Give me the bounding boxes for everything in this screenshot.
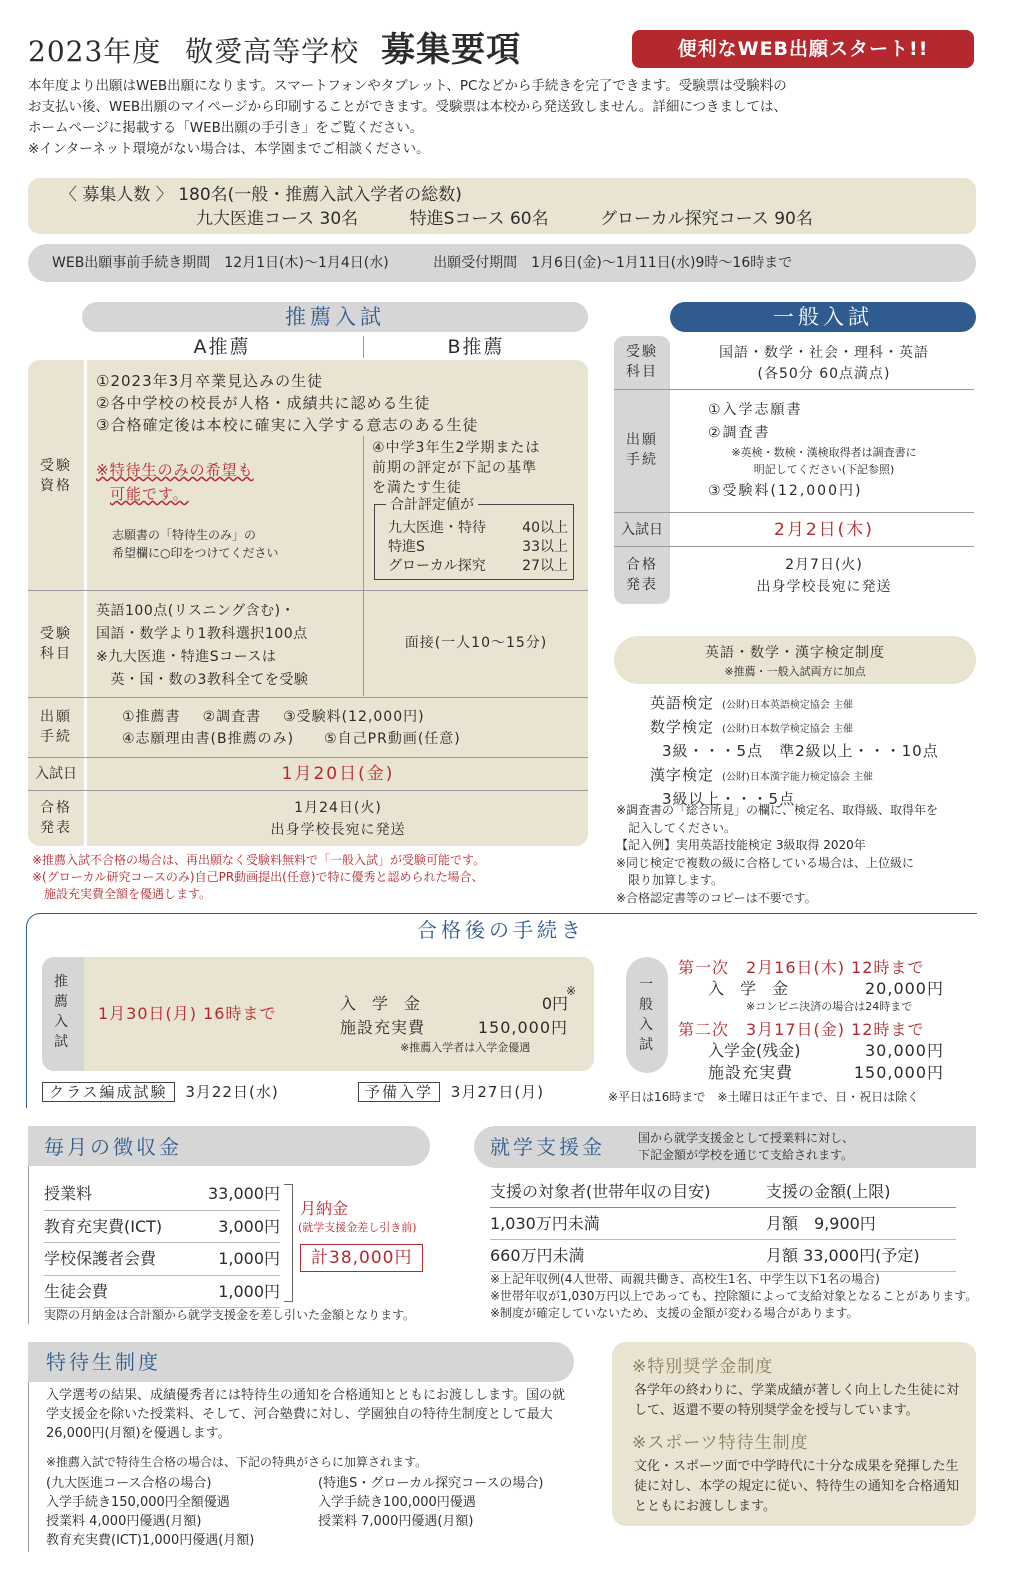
ippan-row-kamoku: 受験 科目 bbox=[626, 344, 658, 380]
shien-table: 支援の対象者(世帯年収の目安) 支援の金額(上限) 1,030万円未満 月額 9,900円 660万円未満 月額 33,000円(予定) bbox=[490, 1176, 956, 1272]
ippan-date: 2月2日(木) bbox=[774, 520, 874, 540]
criteria-row: 九大医進・特待 40以上 bbox=[388, 520, 568, 536]
cond-2: ②各中学校の校長が人格・成績共に認める生徒 bbox=[96, 394, 431, 412]
col-b-header: B推薦 bbox=[447, 336, 505, 358]
tokutai-note: ※推薦入試で特待生合格の場合は、下記の特典がさらに加算されます。 bbox=[46, 1455, 428, 1469]
title-year: 2023年度 bbox=[28, 35, 162, 68]
after-title: 合格後の手続き bbox=[417, 918, 585, 942]
tokutai-right: (特進S・グローカル探究コースの場合) 入学手続き100,000円優遇 授業料 7,000円優遇(月額) bbox=[318, 1476, 544, 1529]
ippan-tetsuzuki-2: ②調査書 bbox=[708, 425, 771, 441]
sum-total: 計38,000円 bbox=[300, 1244, 423, 1272]
row-label-shikaku: 受験 資格 bbox=[40, 458, 72, 494]
kentei-title: 英語・数学・漢字検定制度 bbox=[705, 645, 885, 661]
criteria-row: グローカル探究 27以上 bbox=[388, 558, 568, 574]
suisen-result: 1月24日(火) 出身学校長宛に発送 bbox=[270, 800, 406, 838]
period-accept: 出願受付期間 1月6日(金)〜1月11日(水)9時〜16時まで bbox=[433, 255, 793, 271]
b-kamoku: 面接(一人10〜15分) bbox=[404, 635, 548, 651]
intro-line: ※インターネット環境がない場合は、本学園までご相談ください。 bbox=[28, 141, 430, 157]
a-kamoku: 英語100点(リスニング含む)・ 国語・数学より1教科選択100点 ※九大医進・特進Sコースは 英・国・数の3教科全てを受験 bbox=[96, 603, 309, 688]
suisen-tetsuzuki: ①推薦書 ②調査書 ③受験料(12,000円) ④志願理由書(B推薦のみ) ⑤自己PR動画(任意) bbox=[122, 709, 461, 747]
tokutai-note-2: 可能です。 bbox=[110, 485, 189, 503]
period-pre: WEB出願事前手続き期間 12月1日(木)〜1月4日(水) bbox=[52, 255, 389, 271]
monthly-items: 授業料 33,000円 教育充実費(ICT) 3,000円 学校保護者会費 1,000円 生徒会費 1,000円 bbox=[44, 1178, 280, 1308]
intro-text bbox=[28, 76, 1008, 160]
suisen-date: 1月20日(金) bbox=[281, 764, 395, 784]
capacity-line1 bbox=[60, 184, 462, 206]
monthly-note: 実際の月納金は合計額から就学支援金を差し引いた金額となります。 bbox=[44, 1308, 416, 1322]
ippan-kamoku: 国語・数学・社会・理科・英語 (各50分 60点満点) bbox=[719, 345, 929, 382]
tokutai-small: 志願書の「特待生のみ」の 希望欄に○印をつけてください bbox=[112, 528, 279, 560]
class-test: クラス編成試験 3月22日(水) bbox=[42, 1081, 279, 1103]
after-suisen-fees: 入 学 金 0円 施設充実費 150,000円 bbox=[340, 994, 568, 1037]
suisen-header bbox=[82, 302, 588, 332]
suisen-conditions bbox=[96, 370, 478, 436]
tokutai-body: 入学選考の結果、成績優秀者には特待生の通知を合格通知とともにお渡しします。国の就学支援金を除いた授業料、そして、河合塾費に対し、学園独自の特待生制度として最大26,000円(月額)を優遇します。 bbox=[46, 1388, 565, 1441]
web-badge-text: 便利なWEB出願スタート!! bbox=[677, 38, 929, 60]
b-condition: ④中学3年生2学期または 前期の評定が下記の基準 を満たす生徒 bbox=[372, 440, 541, 496]
tokutai-frame bbox=[28, 1382, 29, 1552]
sum-label: 月納金 bbox=[300, 1199, 349, 1218]
ippan-tetsuzuki-1: ①入学志願書 bbox=[708, 402, 803, 418]
title-main: 募集要項 bbox=[381, 30, 522, 70]
suisen-notes: ※推薦入試不合格の場合は、再出願なく受験料無料で「一般入試」が受験可能です。 ※(グローカル研究コースのみ)自己PR動画提出(任意)で特に優秀と認められた場合、 施設充実費全額を優遇します。 bbox=[32, 853, 486, 901]
sum-sub: (就学支援金差し引き前) bbox=[298, 1221, 417, 1234]
title-school: 敬愛高等学校 bbox=[185, 35, 360, 68]
tokutai-left: (九大医進コース合格の場合) 入学手続き150,000円全額優遇 授業料 4,000円優遇(月額) 教育充実費(ICT)1,000円優遇(月額) bbox=[46, 1476, 255, 1548]
web-badge bbox=[632, 30, 974, 68]
after-bottom-note: ※平日は16時まで ※土曜日は正午まで、日・祝日は除く bbox=[608, 1090, 920, 1104]
kentei-notes: ※調査書の「総合所見」の欄に、検定名、取得級、取得年を 記入してください。 【記入例】実用英語技能検定 3級取得 2020年 ※同じ検定で複数の級に合格している場合は、上位級に 限り加算します。 ※合格認定書等のコピーは不要です。 bbox=[616, 803, 939, 905]
kentei-list: 英語検定 (公財)日本英語検定協会 主催 数学検定 (公財)日本数学検定協会 主催 3級・・・5点 準2級以上・・・10点 漢字検定 (公財)日本漢字能力検定協会 主催 3級以上・・・5点 bbox=[650, 694, 939, 808]
shien-title: 就学支援金 bbox=[490, 1135, 605, 1159]
capacity-courses bbox=[196, 208, 813, 230]
intro-line: ホームページに掲載する「WEB出願の手引き」をご覧ください。 bbox=[28, 120, 424, 136]
intro-line: お支払い後、WEB出願のマイページから印刷することができます。受験票は本校から発送致しません。詳細につきましては、 bbox=[28, 99, 788, 115]
ippan-row-result: 合格 発表 bbox=[626, 557, 658, 593]
shien-notes: ※上記年収例(4人世帯、両親共働き、高校生1名、中学生以下1名の場合) ※世帯年収が1,030万円以上であっても、控除額によって支給対象となることがあります。 ※制度が確定していないため、支援の金額が変わる場合があります。 bbox=[490, 1272, 978, 1320]
after-asterisk: ※ bbox=[566, 984, 577, 998]
capacity-total: 180名(一般・推薦入試入学者の総数) bbox=[178, 185, 462, 205]
criteria-row: 特進S 33以上 bbox=[388, 539, 568, 555]
special-body-1: 各学年の終わりに、学業成績が著しく向上した生徒に対して、返還不要の特別奨学金を授与しています。 bbox=[634, 1383, 960, 1418]
suisen-title: 推薦入試 bbox=[285, 305, 385, 329]
after-ippan-label: 一 般 入 試 bbox=[639, 977, 655, 1053]
intro-line: 本年度より出願はWEB出願になります。スマートフォンやタブレット、PCなどから手続きを完了できます。受験票は受験料の bbox=[28, 78, 787, 94]
course-tokushin: 特進Sコース 60名 bbox=[409, 209, 549, 229]
col-a-header: A推薦 bbox=[193, 336, 251, 358]
course-glocal: グローカル探究コース 90名 bbox=[599, 209, 813, 229]
capacity-label: 〈 募集人数 〉 bbox=[60, 185, 173, 205]
after-suisen-deadline: 1月30日(月) 16時まで bbox=[98, 1004, 277, 1023]
yobi-nyugaku: 予備入学 3月27日(月) bbox=[358, 1081, 544, 1103]
after-second: 第二次 3月17日(金) 12時まで bbox=[678, 1020, 925, 1039]
row-label-date: 入試日 bbox=[35, 766, 77, 782]
row-label-result: 合格 発表 bbox=[40, 800, 72, 836]
after-first-fee: 入 学 金 20,000円 bbox=[708, 979, 944, 998]
after-suisen-label: 推 薦 入 試 bbox=[54, 974, 70, 1050]
period-text bbox=[52, 253, 792, 274]
course-kyudai: 九大医進コース 30名 bbox=[196, 209, 359, 229]
special-title-2: ※スポーツ特待生制度 bbox=[632, 1433, 809, 1453]
ippan-result: 2月7日(火) 出身学校長宛に発送 bbox=[756, 557, 892, 595]
row-label-tetsuzuki: 出願 手続 bbox=[40, 709, 72, 745]
page-title bbox=[28, 30, 521, 72]
criteria-list bbox=[388, 519, 568, 576]
cond-1: ①2023年3月卒業見込みの生徒 bbox=[96, 372, 324, 390]
ippan-header bbox=[670, 302, 976, 332]
shien-desc: 国から就学支援金として授業料に対し、 下記金額が学校を通じて支給されます。 bbox=[638, 1131, 855, 1162]
after-first-note: ※コンビニ決済の場合は24時まで bbox=[746, 1000, 913, 1013]
special-title-1: ※特別奨学金制度 bbox=[632, 1357, 774, 1377]
row-label-kamoku: 受験 科目 bbox=[40, 626, 72, 662]
tokutai-note-1: ※特待生のみの希望も bbox=[96, 461, 254, 479]
monthly-frame bbox=[28, 1166, 29, 1324]
special-body-2: 文化・スポーツ面で中学時代に十分な成果を発揮した生徒に対し、本学の規定に従い、特待生の通知を合格通知とともにお渡しします。 bbox=[634, 1459, 960, 1514]
tokutai-title: 特待生制度 bbox=[46, 1350, 161, 1374]
monthly-bracket bbox=[284, 1184, 293, 1302]
criteria-title: 合計評定値が bbox=[386, 496, 478, 514]
ippan-title: 一般入試 bbox=[773, 305, 873, 329]
ippan-row-tetsuzuki: 出願 手続 bbox=[626, 432, 658, 468]
after-first: 第一次 2月16日(木) 12時まで bbox=[678, 958, 925, 977]
after-suisen-note: ※推薦入学者は入学金優遇 bbox=[400, 1041, 531, 1054]
kentei-subtitle: ※推薦・一般入試両方に加点 bbox=[724, 665, 866, 678]
tokutai-note bbox=[96, 458, 254, 506]
ippan-tetsuzuki-small: ※英検・数検・漢検取得者は調査書に 明記してください(下記参照) bbox=[731, 446, 917, 476]
monthly-title: 毎月の徴収金 bbox=[44, 1135, 182, 1159]
ippan-tetsuzuki-3: ③受験料(12,000円) bbox=[708, 483, 863, 499]
ippan-row-date: 入試日 bbox=[621, 522, 663, 538]
after-second-fees: 入学金(残金) 30,000円 施設充実費 150,000円 bbox=[708, 1041, 944, 1082]
cond-3: ③合格確定後は本校に確実に入学する意志のある生徒 bbox=[96, 416, 479, 434]
